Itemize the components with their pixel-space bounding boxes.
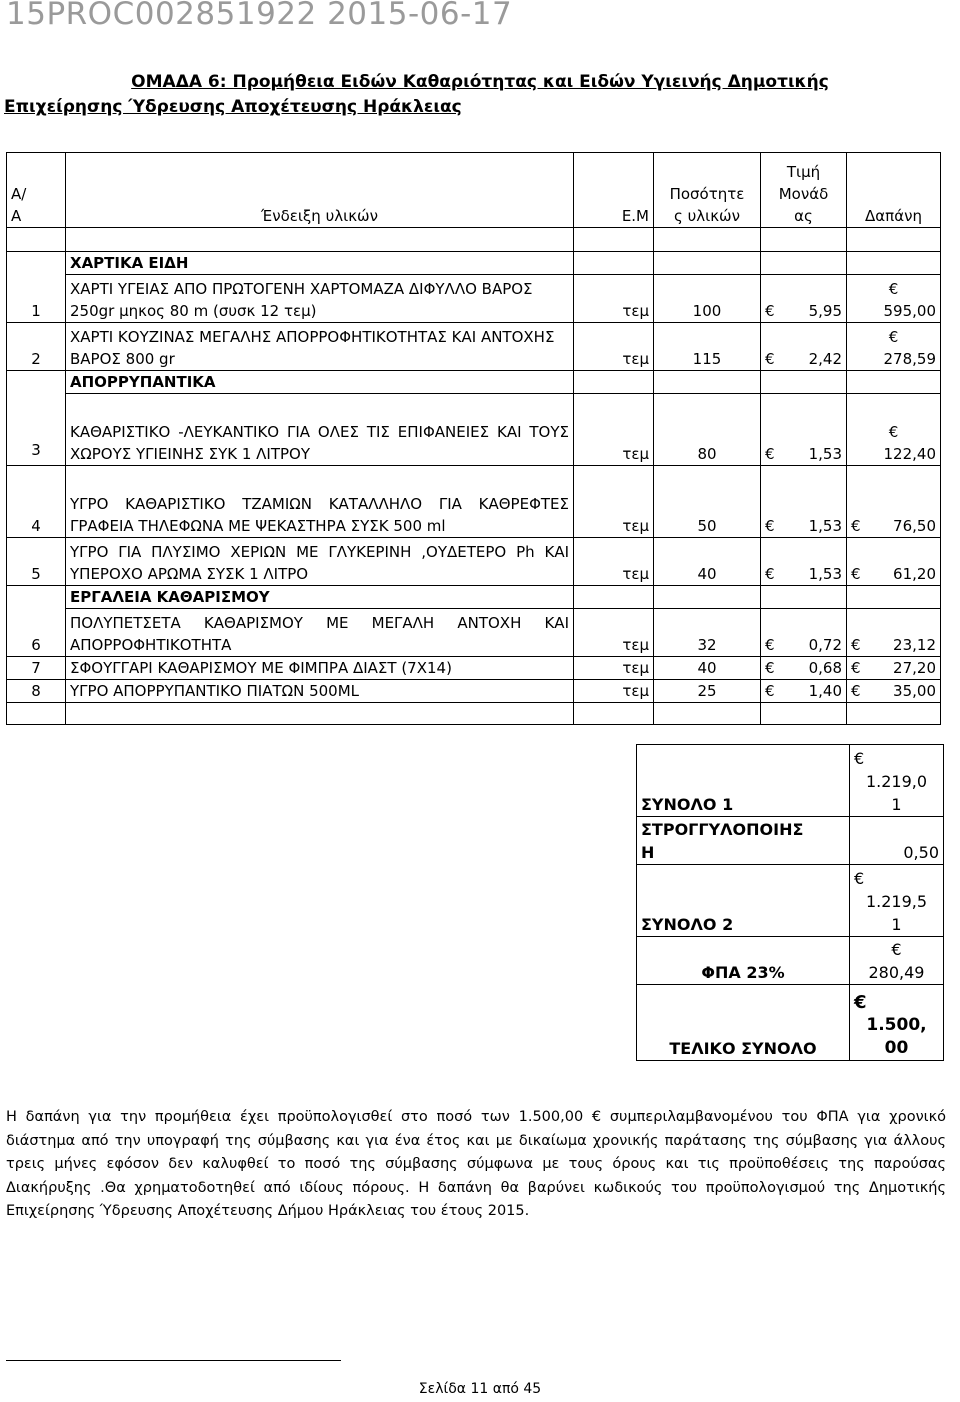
row-2-price: 2,42 [808, 350, 842, 368]
totals-row [637, 937, 944, 985]
vat-value: 280,49 [868, 963, 925, 982]
row-1-desc: ΧΑΡΤΙ ΥΓΕΙΑΣ ΑΠΟ ΠΡΩΤΟΓΕΝΗ ΧΑΡΤΟΜΑΖΑ ΔΙΦΥΛΛΟ ΒΑΡΟΣ 250gr μηκος 80 m (συσκ 12 τεμ) [66, 275, 574, 323]
row-2-qty: 115 [654, 323, 761, 371]
row-4-desc: ΥΓΡΟ ΚΑΘΑΡΙΣΤΙΚΟ ΤΖΑΜΙΩΝ ΚΑΤΑΛΛΗΛΟ ΓΙΑ ΚΑΘΡΕΦΤΕΣ ΓΡΑΦΕΙΑ ΤΗΛΕΦΩΝΑ ΜΕ ΨΕΚΑΣΤΗΡΑ ΣΥΣΚ 500 ml [66, 466, 574, 538]
row-4-qty: 50 [654, 466, 761, 538]
row-3-cost: 122,40 [883, 445, 936, 463]
euro-symbol: € [765, 659, 775, 677]
row-8-desc: ΥΓΡΟ ΑΠΟΡΡΥΠΑΝΤΙΚΟ ΠΙΑΤΩΝ 500ML [66, 680, 574, 703]
header-aa: Α/ Α [7, 153, 66, 228]
row-3-unit: τεμ [574, 394, 654, 466]
euro-symbol: € [851, 636, 861, 654]
row-6-cost: 23,12 [893, 636, 936, 654]
row-7-aa: 7 [7, 657, 66, 680]
totals-table [636, 744, 944, 1061]
final-total-label: ΤΕΛΙΚΟ ΣΥΝΟΛΟ [637, 985, 850, 1061]
row-6-unit: τεμ [574, 609, 654, 657]
row-1-price: 5,95 [808, 302, 842, 320]
row-5-desc: ΥΓΡΟ ΓΙΑ ΠΛΥΣΙΜΟ ΧΕΡΙΩΝ ΜΕ ΓΛΥΚΕΡΙΝΗ ,ΟΥΔΕΤΕΡΟ Ph ΚΑΙ ΥΠΕΡΟΧΟ ΑΡΩΜΑ ΣΥΣΚ 1 ΛΙΤΡΟ [66, 538, 574, 586]
header-description: Ένδειξη υλικών [66, 153, 574, 228]
table-row [7, 609, 941, 657]
section-row-detergents [7, 371, 941, 394]
row-6-qty: 32 [654, 609, 761, 657]
title-line-2: Επιχείρησης Ύδρευσης Αποχέτευσης Ηράκλειας [4, 97, 462, 117]
euro-symbol: € [888, 328, 899, 346]
header-unit-price: Τιμή Μονάδ ας [761, 153, 847, 228]
title-line-1: ΟΜΑΔΑ 6: Προμήθεια Ειδών Καθαριότητας και Ειδών Υγιεινής Δημοτικής [131, 72, 829, 92]
row-2-desc: ΧΑΡΤΙ ΚΟΥΖΙΝΑΣ ΜΕΓΑΛΗΣ ΑΠΟΡΡΟΦΗΤΙΚΟΤΗΤΑΣ ΚΑΙ ΑΝΤΟΧΗΣ ΒΑΡΟΣ 800 gr [66, 323, 574, 371]
section-row-tools [7, 586, 941, 609]
euro-symbol: € [891, 940, 902, 959]
row-8-cost: 35,00 [893, 682, 936, 700]
row-1-qty: 100 [654, 275, 761, 323]
section-title-tools: ΕΡΓΑΛΕΙΑ ΚΑΘΑΡΙΣΜΟΥ [66, 586, 574, 609]
sum1-value: 1.219,0 1 [865, 772, 928, 814]
table-row [7, 394, 941, 466]
euro-symbol: € [854, 869, 865, 888]
rounding-value: 0,50 [850, 817, 944, 865]
section-title-detergents: ΑΠΟΡΡΥΠΑΝΤΙΚΑ [66, 371, 574, 394]
row-5-qty: 40 [654, 538, 761, 586]
header-quantity: Ποσότητε ς υλικών [654, 153, 761, 228]
row-8-aa: 8 [7, 680, 66, 703]
rounding-label: ΣΤΡΟΓΓΥΛΟΠΟΙΗΣ Η [637, 817, 850, 865]
table-header-row [7, 153, 941, 228]
blank-row [7, 703, 941, 725]
row-2-unit: τεμ [574, 323, 654, 371]
row-8-price: 1,40 [808, 682, 842, 700]
table-row [7, 657, 941, 680]
euro-symbol: € [851, 682, 861, 700]
row-7-unit: τεμ [574, 657, 654, 680]
row-3-aa: 3 [7, 371, 66, 466]
row-1-cost: 595,00 [883, 302, 936, 320]
row-6-price: 0,72 [808, 636, 842, 654]
row-3-desc: ΚΑΘΑΡΙΣΤΙΚΟ -ΛΕΥΚΑΝΤΙΚΟ ΓΙΑ ΟΛΕΣ ΤΙΣ ΕΠΙΦΑΝΕΙΕΣ ΚΑΙ ΤΟΥΣ ΧΩΡΟΥΣ ΥΓΙΕΙΝΗΣ ΣΥΚ 1 ΛΙΤΡΟΥ [66, 394, 574, 466]
row-7-cost: 27,20 [893, 659, 936, 677]
euro-symbol: € [854, 992, 867, 1013]
euro-symbol: € [765, 350, 775, 368]
euro-symbol: € [854, 749, 865, 768]
section-title-paper: ΧΑΡΤΙΚΑ ΕΙΔΗ [66, 252, 574, 275]
row-5-unit: τεμ [574, 538, 654, 586]
table-row [7, 466, 941, 538]
row-4-cost: 76,50 [893, 517, 936, 535]
page-number: Σελίδα 11 από 45 [418, 1381, 542, 1397]
row-2-cost: 278,59 [883, 350, 936, 368]
row-4-price: 1,53 [808, 517, 842, 535]
euro-symbol: € [888, 423, 899, 441]
blank-row [7, 228, 941, 252]
header-unit: Ε.Μ [574, 153, 654, 228]
row-6-aa: 6 [7, 586, 66, 657]
row-3-qty: 80 [654, 394, 761, 466]
table-row [7, 680, 941, 703]
document-id-watermark: 15PROC002851922 2015-06-17 [6, 0, 513, 32]
euro-symbol: € [765, 636, 775, 654]
row-1-unit: τεμ [574, 275, 654, 323]
sum1-label: ΣΥΝΟΛΟ 1 [637, 745, 850, 817]
row-3-price: 1,53 [808, 445, 842, 463]
euro-symbol: € [888, 280, 899, 298]
sum2-value: 1.219,5 1 [865, 892, 928, 934]
header-cost: Δαπάνη [847, 153, 941, 228]
euro-symbol: € [765, 682, 775, 700]
document-title [4, 70, 956, 120]
euro-symbol: € [765, 445, 775, 463]
euro-symbol: € [765, 517, 775, 535]
euro-symbol: € [851, 659, 861, 677]
table-row [7, 538, 941, 586]
row-8-unit: τεμ [574, 680, 654, 703]
vat-label: ΦΠΑ 23% [637, 937, 850, 985]
budget-paragraph: Η δαπάνη για την προμήθεια έχει προϋπολογισθεί στο ποσό των 1.500,00 € συμπεριλαμβανομένου του ΦΠΑ για χρονικό διάστημα από την υπογραφή της σύμβασης και για ένα έτος και με δικαίωμα χρονικής παράτασης της σύμβασης για άλλους τρεις μήνες εφόσον δεν καλυφθεί το ποσό της σύμβασης σύμφωνα με τους όρους και τις προϋποθέσεις της παρούσας Διακήρυξης .Θα χρηματοδοτηθεί από ιδίους πόρους. Η δαπάνη θα βαρύνει κωδικούς του προϋπολογισμού της Δημοτικής Επιχείρησης Ύδρευσης Αποχέτευσης Δήμου Ηράκλειας του έτους 2015. [6, 1109, 946, 1219]
totals-row [637, 985, 944, 1061]
row-5-aa: 5 [7, 538, 66, 586]
row-8-qty: 25 [654, 680, 761, 703]
row-5-cost: 61,20 [893, 565, 936, 583]
totals-row [637, 865, 944, 937]
row-7-desc: ΣΦΟΥΓΓΑΡΙ ΚΑΘΑΡΙΣΜΟΥ ΜΕ ΦΙΜΠΡΑ ΔΙΑΣΤ (7Χ14) [66, 657, 574, 680]
totals-row [637, 745, 944, 817]
row-1-aa: 1 [7, 252, 66, 323]
row-4-unit: τεμ [574, 466, 654, 538]
row-5-price: 1,53 [808, 565, 842, 583]
euro-symbol: € [765, 302, 775, 320]
table-row [7, 275, 941, 323]
footer-separator [6, 1360, 341, 1361]
euro-symbol: € [765, 565, 775, 583]
table-row [7, 323, 941, 371]
sum2-label: ΣΥΝΟΛΟ 2 [637, 865, 850, 937]
row-6-desc: ΠΟΛΥΠΕΤΣΕΤΑ ΚΑΘΑΡΙΣΜΟΥ ΜΕ ΜΕΓΑΛΗ ΑΝΤΟΧΗ ΚΑΙ ΑΠΟΡΡΟΦΗΤΙΚΟΤΗΤΑ [66, 609, 574, 657]
section-row-paper [7, 252, 941, 275]
row-7-qty: 40 [654, 657, 761, 680]
totals-row [637, 817, 944, 865]
row-2-aa: 2 [7, 323, 66, 371]
final-total-value: 1.500, 00 [866, 1015, 927, 1058]
row-4-aa: 4 [7, 466, 66, 538]
row-7-price: 0,68 [808, 659, 842, 677]
euro-symbol: € [851, 517, 861, 535]
euro-symbol: € [851, 565, 861, 583]
items-table [6, 152, 941, 725]
